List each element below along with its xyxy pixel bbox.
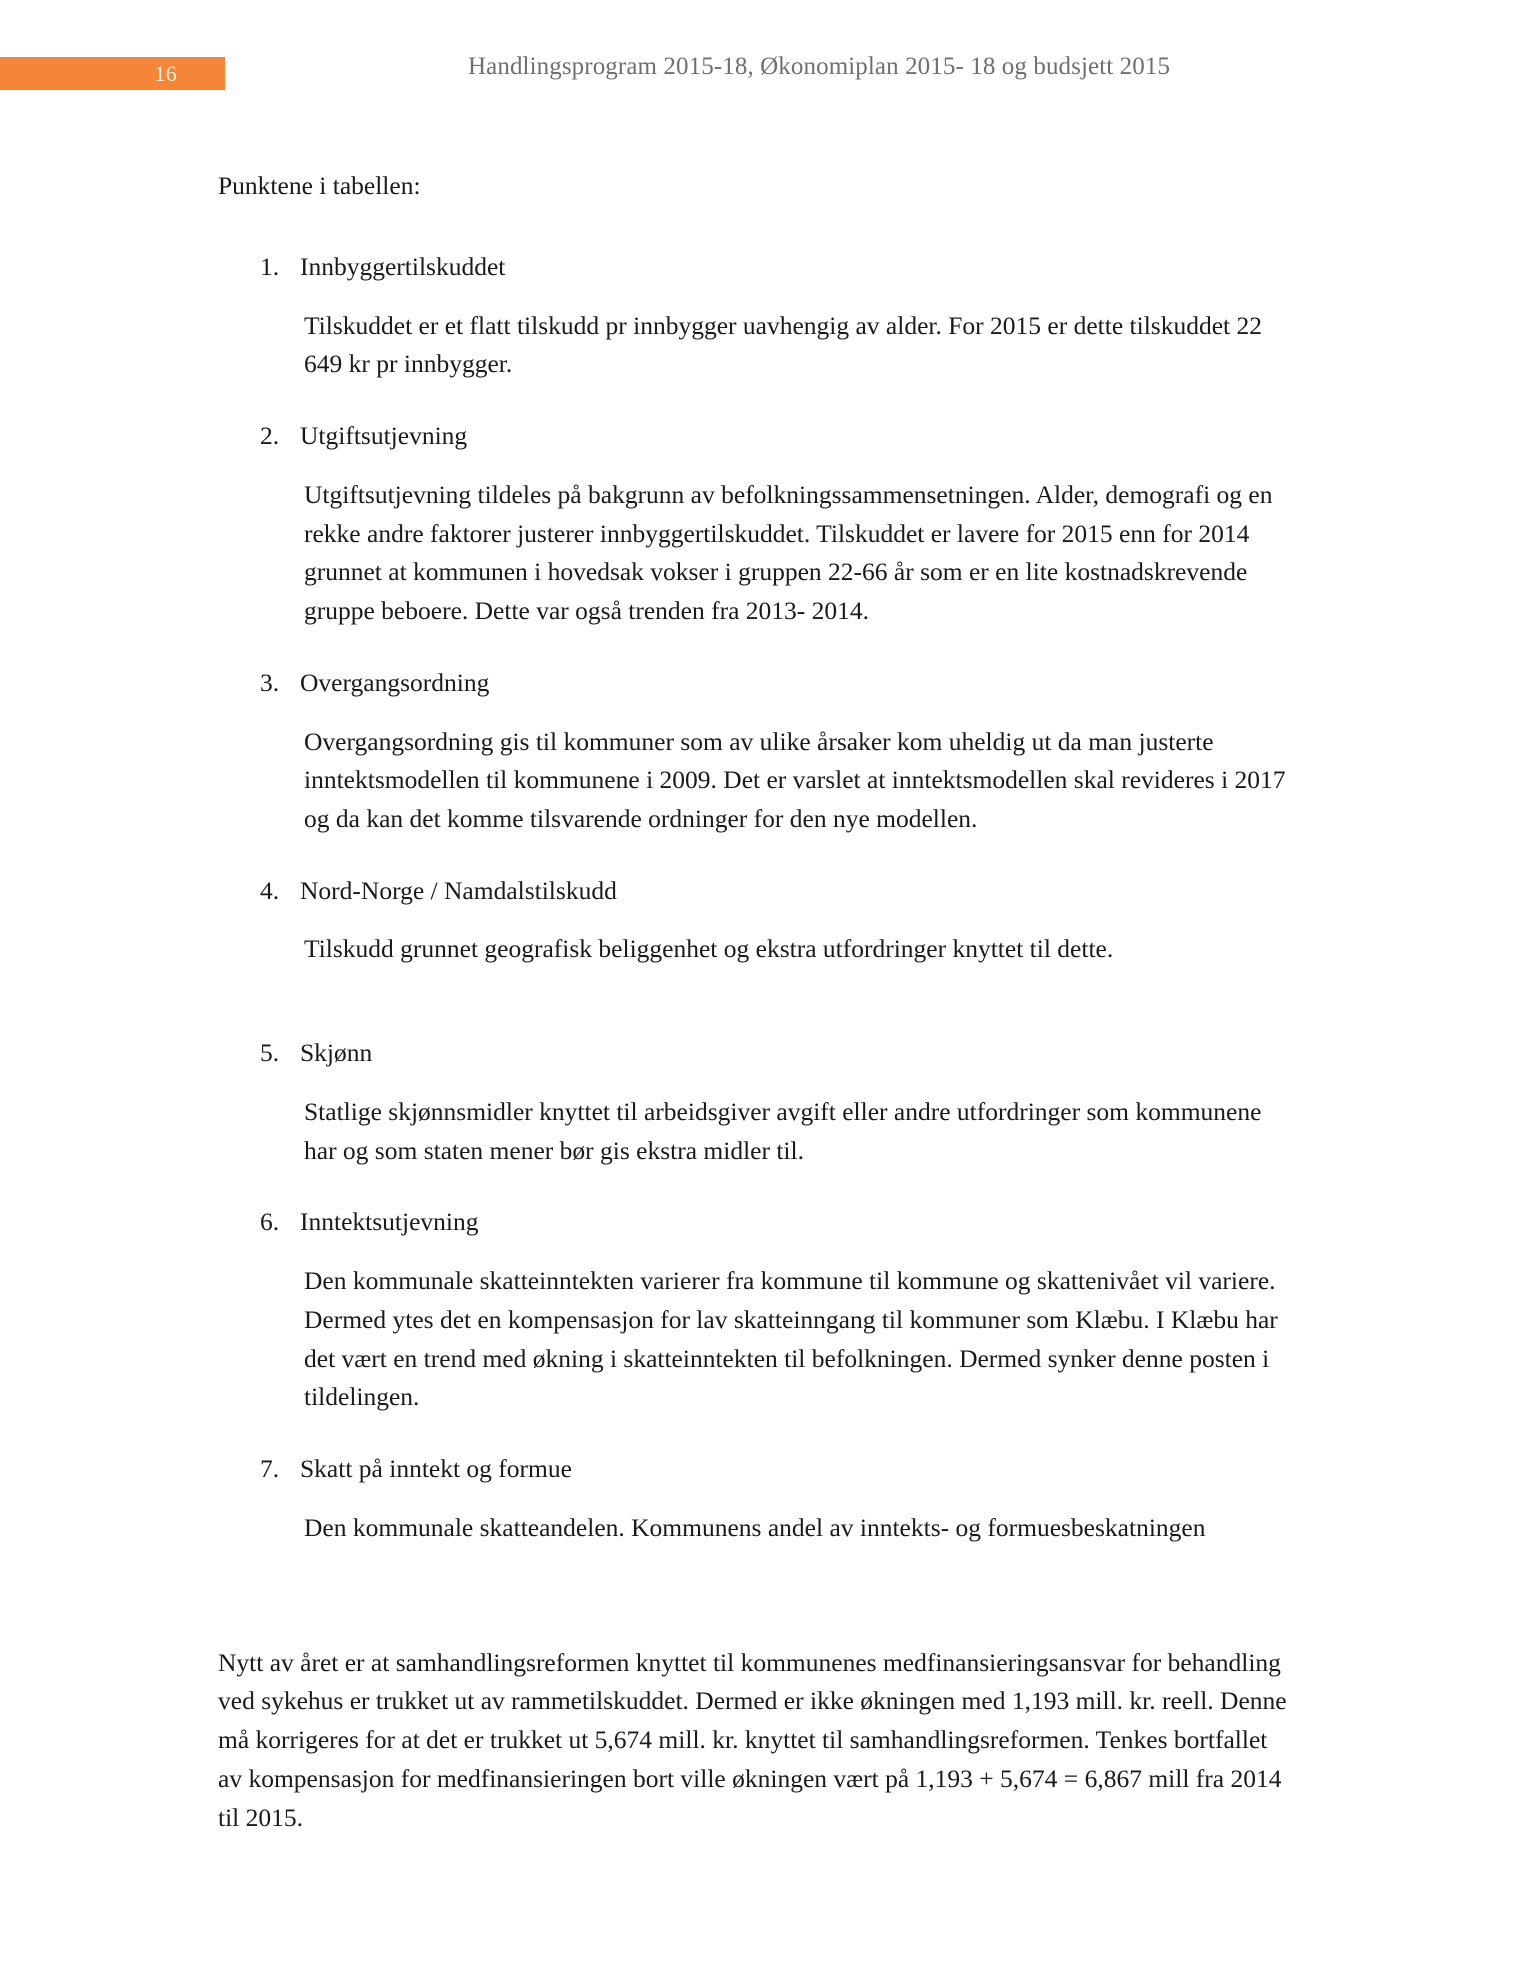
list-item-body: Utgiftsutjevning tildeles på bakgrunn av befolkningssammensetningen. Alder, demografi og en rekke andre faktorer justerer innbyggertilskuddet. Tilskuddet er lavere for 2015 enn for 2014 grunnet at kommunen i hovedsak vokser i gruppen 22-66 år som er en lite kostnadskrevende gruppe beboere. Dette var også trenden fra 2013- 2014. (304, 479, 1273, 626)
list-item (218, 1035, 1298, 1170)
list-item (218, 873, 1298, 969)
document-body (218, 168, 1298, 1837)
list-item-marker: 7. (260, 1454, 280, 1484)
list-item (218, 1451, 1298, 1547)
list-item (218, 418, 1298, 631)
list-item-heading: Skatt på inntekt og formue (300, 1454, 572, 1484)
list-item-marker: 2. (260, 421, 280, 451)
list-item-marker: 4. (260, 875, 280, 905)
list-item-body: Tilskuddet er et flatt tilskudd pr innbygger uavhengig av alder. For 2015 er dette tilskuddet 22 649 kr pr innbygger. (304, 310, 1262, 379)
closing-section (218, 1644, 1298, 1838)
list-item-marker: 5. (260, 1038, 280, 1068)
list-item-body: Overgangsordning gis til kommuner som av ulike årsaker kom uheldig ut da man justerte inntektsmodellen til kommunene i 2009. Det er varslet at inntektsmodellen skal revideres i 2017 og da kan det komme tilsvarende ordninger for den nye modellen. (304, 726, 1286, 834)
list-item-marker: 1. (260, 251, 280, 281)
list-item (218, 665, 1298, 839)
list-item-marker: 3. (260, 667, 280, 697)
list-item-heading: Overgangsordning (300, 667, 490, 697)
list-item-marker: 6. (260, 1207, 280, 1237)
intro-text: Punktene i tabellen: (218, 171, 421, 200)
list-item-heading: Innbyggertilskuddet (300, 251, 506, 281)
list-item-heading: Inntektsutjevning (300, 1207, 479, 1237)
page-header (0, 0, 1536, 110)
list-item-heading: Utgiftsutjevning (300, 421, 468, 451)
closing-paragraph: Nytt av året er at samhandlingsreformen knyttet til kommunenes medfinansieringsansvar for behandling ved sykehus er trukket ut av rammetilskuddet. Dermed er ikke økningen med 1,193 mill. kr. reell. Denne må korrigeres for at det er trukket ut 5,674 mill. kr. knyttet til samhandlingsreformen. Tenkes bortfallet av kompensasjon for medfinansieringen bort ville økningen vært på 1,193 + 5,674 = 6,867 mill fra 2014 til 2015. (218, 1647, 1287, 1832)
list-item-body: Tilskudd grunnet geografisk beliggenhet og ekstra utfordringer knyttet til dette. (304, 934, 1114, 964)
list-item-body: Statlige skjønnsmidler knyttet til arbeidsgiver avgift eller andre utfordringer som kommunene har og som staten mener bør gis ekstra midler til. (304, 1096, 1262, 1165)
list-item (218, 249, 1298, 384)
list-item (218, 1204, 1298, 1417)
list-item-heading: Nord-Norge / Namdalstilskudd (300, 875, 617, 905)
list-item-heading: Skjønn (300, 1038, 373, 1068)
page-number-badge (0, 57, 225, 90)
document-header-title: Handlingsprogram 2015-18, Økonomiplan 2015- 18 og budsjett 2015 (468, 53, 1171, 80)
list-item-body: Den kommunale skatteandelen. Kommunens andel av inntekts- og formuesbeskatningen (304, 1512, 1206, 1542)
list-item-body: Den kommunale skatteinntekten varierer fra kommune til kommune og skattenivået vil variere. Dermed ytes det en kompensasjon for lav skatteinngang til kommuner som Klæbu. I Klæbu har det vært en trend med økning i skatteinntekten til befolkningen. Dermed synker denne posten i tildelingen. (304, 1266, 1278, 1412)
numbered-points-list (218, 249, 1298, 1548)
page-number: 16 (154, 60, 177, 86)
